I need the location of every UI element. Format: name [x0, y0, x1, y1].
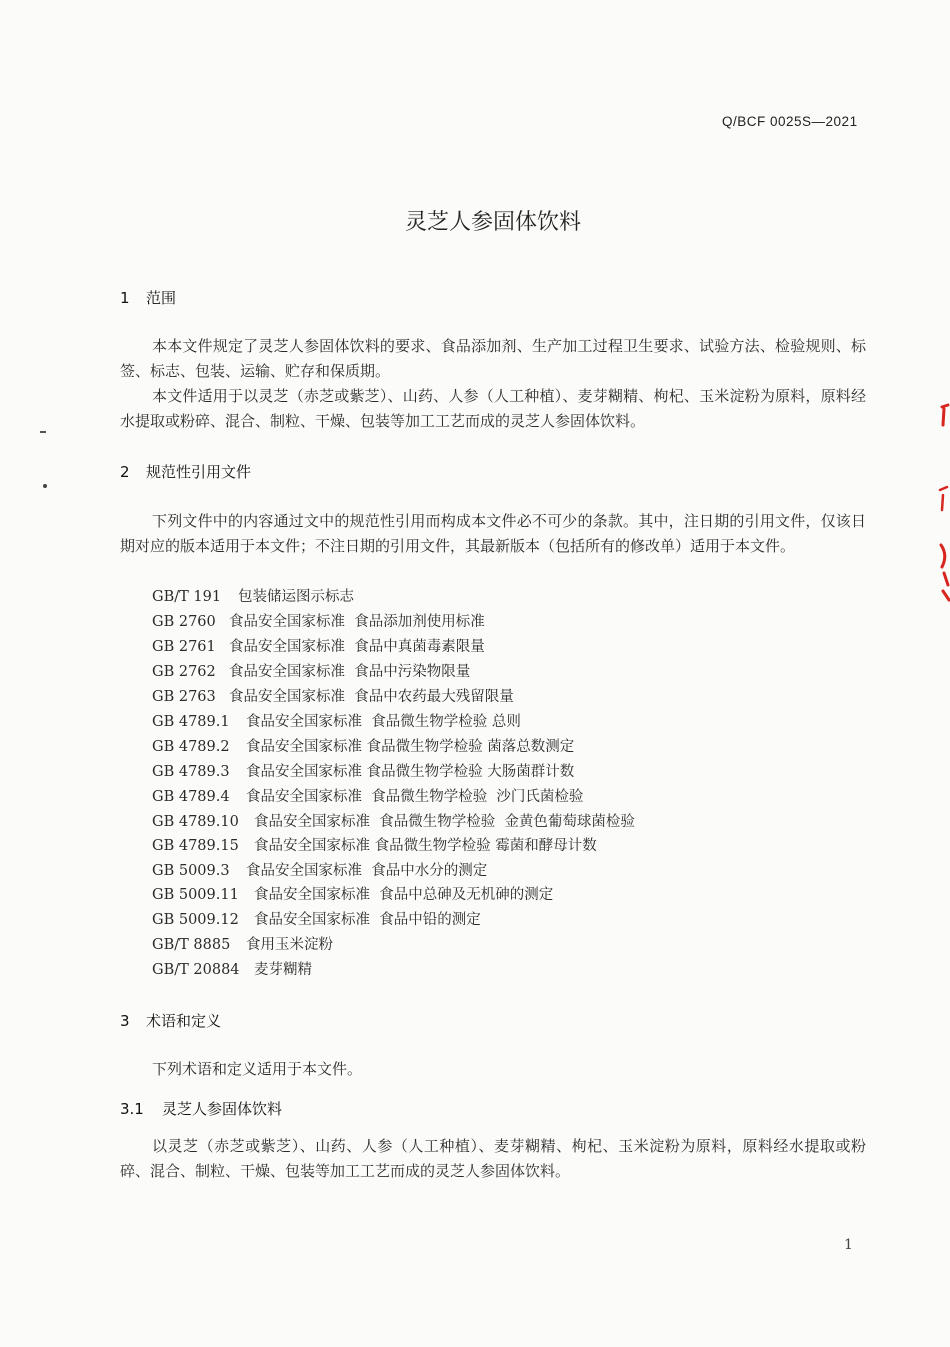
reference-item — [152, 662, 470, 682]
reference-code: GB 2761 — [152, 639, 216, 655]
reference-code: GB 4789.10 — [152, 814, 239, 830]
reference-title: 食品安全国家标准 食品中总砷及无机砷的测定 — [254, 887, 554, 903]
reference-code: GB 4789.3 — [152, 764, 230, 780]
reference-item — [152, 861, 487, 881]
reference-code: GB 2762 — [152, 664, 216, 680]
page-number: 1 — [844, 1237, 853, 1253]
reference-code: GB 5009.3 — [152, 863, 230, 879]
subsection-title: 灵芝人参固体饮料 — [162, 1100, 283, 1118]
reference-item — [152, 612, 485, 632]
document-code: Q/BCF 0025S—2021 — [722, 114, 858, 129]
reference-item — [152, 885, 553, 905]
section-1-paragraph-2: 本文件适用于以灵芝（赤芝或紫芝）、山药、人参（人工种植）、麦芽糊精、枸杞、玉米淀粉为原料，原料经水提取或粉碎、混合、制粒、干燥、包装等加工工艺而成的灵芝人参固体饮料。 — [120, 387, 866, 430]
reference-title: 食品安全国家标准 食品微生物学检验 金黄色葡萄球菌检验 — [254, 814, 635, 830]
reference-code: GB 5009.12 — [152, 912, 239, 928]
section-title: 范围 — [146, 289, 177, 307]
reference-item — [152, 787, 583, 807]
section-2-intro: 下列文件中的内容通过文中的规范性引用而构成本文件必不可少的条款。其中，注日期的引用文件，仅该日期对应的版本适用于本文件；不注日期的引用文件，其最新版本（包括所有的修改单）适用于本文件。 — [120, 512, 866, 555]
reference-code: GB 4789.4 — [152, 789, 230, 805]
reference-item — [152, 637, 485, 657]
reference-item — [152, 910, 481, 930]
subsection-3-1-heading — [120, 1098, 282, 1119]
section-3-heading — [120, 1010, 221, 1031]
reference-title: 食用玉米淀粉 — [246, 937, 333, 953]
reference-title: 食品安全国家标准 食品微生物学检验 沙门氏菌检验 — [246, 789, 584, 805]
section-number: 1 — [120, 289, 130, 307]
section-1-paragraph-1: 本本文件规定了灵芝人参固体饮料的要求、食品添加剂、生产加工过程卫生要求、试验方法、检验规则、标签、标志、包装、运输、贮存和保质期。 — [120, 337, 866, 380]
reference-item — [152, 836, 597, 856]
reference-title: 包装储运图示标志 — [238, 589, 354, 605]
reference-title: 食品安全国家标准 食品添加剂使用标准 — [229, 614, 485, 630]
reference-title: 食品安全国家标准 食品微生物学检验 大肠菌群计数 — [246, 764, 575, 780]
reference-item — [152, 812, 635, 832]
reference-item — [152, 712, 521, 732]
reference-item — [152, 762, 574, 782]
reference-item — [152, 687, 514, 707]
reference-code: GB 2763 — [152, 689, 216, 705]
reference-title: 食品安全国家标准 食品中水分的测定 — [246, 863, 488, 879]
reference-title: 食品安全国家标准 食品微生物学检验 霉菌和酵母计数 — [254, 838, 597, 854]
reference-code: GB 5009.11 — [152, 887, 239, 903]
section-2-heading — [120, 461, 251, 482]
page-title: 灵芝人参固体饮料 — [404, 210, 581, 235]
reference-title: 食品安全国家标准 食品中铅的测定 — [254, 912, 481, 928]
reference-code: GB/T 8885 — [152, 937, 231, 953]
reference-item — [152, 587, 354, 607]
subsection-number: 3.1 — [120, 1100, 144, 1118]
reference-code: GB 4789.15 — [152, 838, 239, 854]
reference-title: 食品安全国家标准 食品中真菌毒素限量 — [229, 639, 485, 655]
scan-dash-mark — [40, 431, 46, 433]
definition-paragraph: 以灵芝（赤芝或紫芝）、山药、人参（人工种植）、麦芽糊精、枸杞、玉米淀粉为原料，原料经水提取或粉碎、混合、制粒、干燥、包装等加工工艺而成的灵芝人参固体饮料。 — [120, 1137, 866, 1180]
section-1-heading — [120, 287, 176, 308]
reference-title: 麦芽糊精 — [254, 962, 312, 978]
reference-item — [152, 737, 574, 757]
reference-code: GB 4789.1 — [152, 714, 230, 730]
section-number: 3 — [120, 1012, 130, 1030]
reference-code: GB/T 191 — [152, 589, 222, 605]
reference-title: 食品安全国家标准 食品中农药最大残留限量 — [229, 689, 514, 705]
reference-title: 食品安全国家标准 食品微生物学检验 总则 — [246, 714, 521, 730]
scan-dot-mark — [43, 484, 47, 488]
reference-code: GB/T 20884 — [152, 962, 240, 978]
section-title: 规范性引用文件 — [146, 463, 252, 481]
reference-title: 食品安全国家标准 食品微生物学检验 菌落总数测定 — [246, 739, 575, 755]
section-title: 术语和定义 — [146, 1012, 222, 1030]
reference-code: GB 2760 — [152, 614, 216, 630]
reference-code: GB 4789.2 — [152, 739, 230, 755]
reference-item — [152, 960, 312, 980]
section-3-intro: 下列术语和定义适用于本文件。 — [152, 1060, 363, 1078]
section-number: 2 — [120, 463, 130, 481]
red-seal-fragment — [928, 395, 950, 605]
reference-title: 食品安全国家标准 食品中污染物限量 — [229, 664, 471, 680]
reference-item — [152, 935, 333, 955]
